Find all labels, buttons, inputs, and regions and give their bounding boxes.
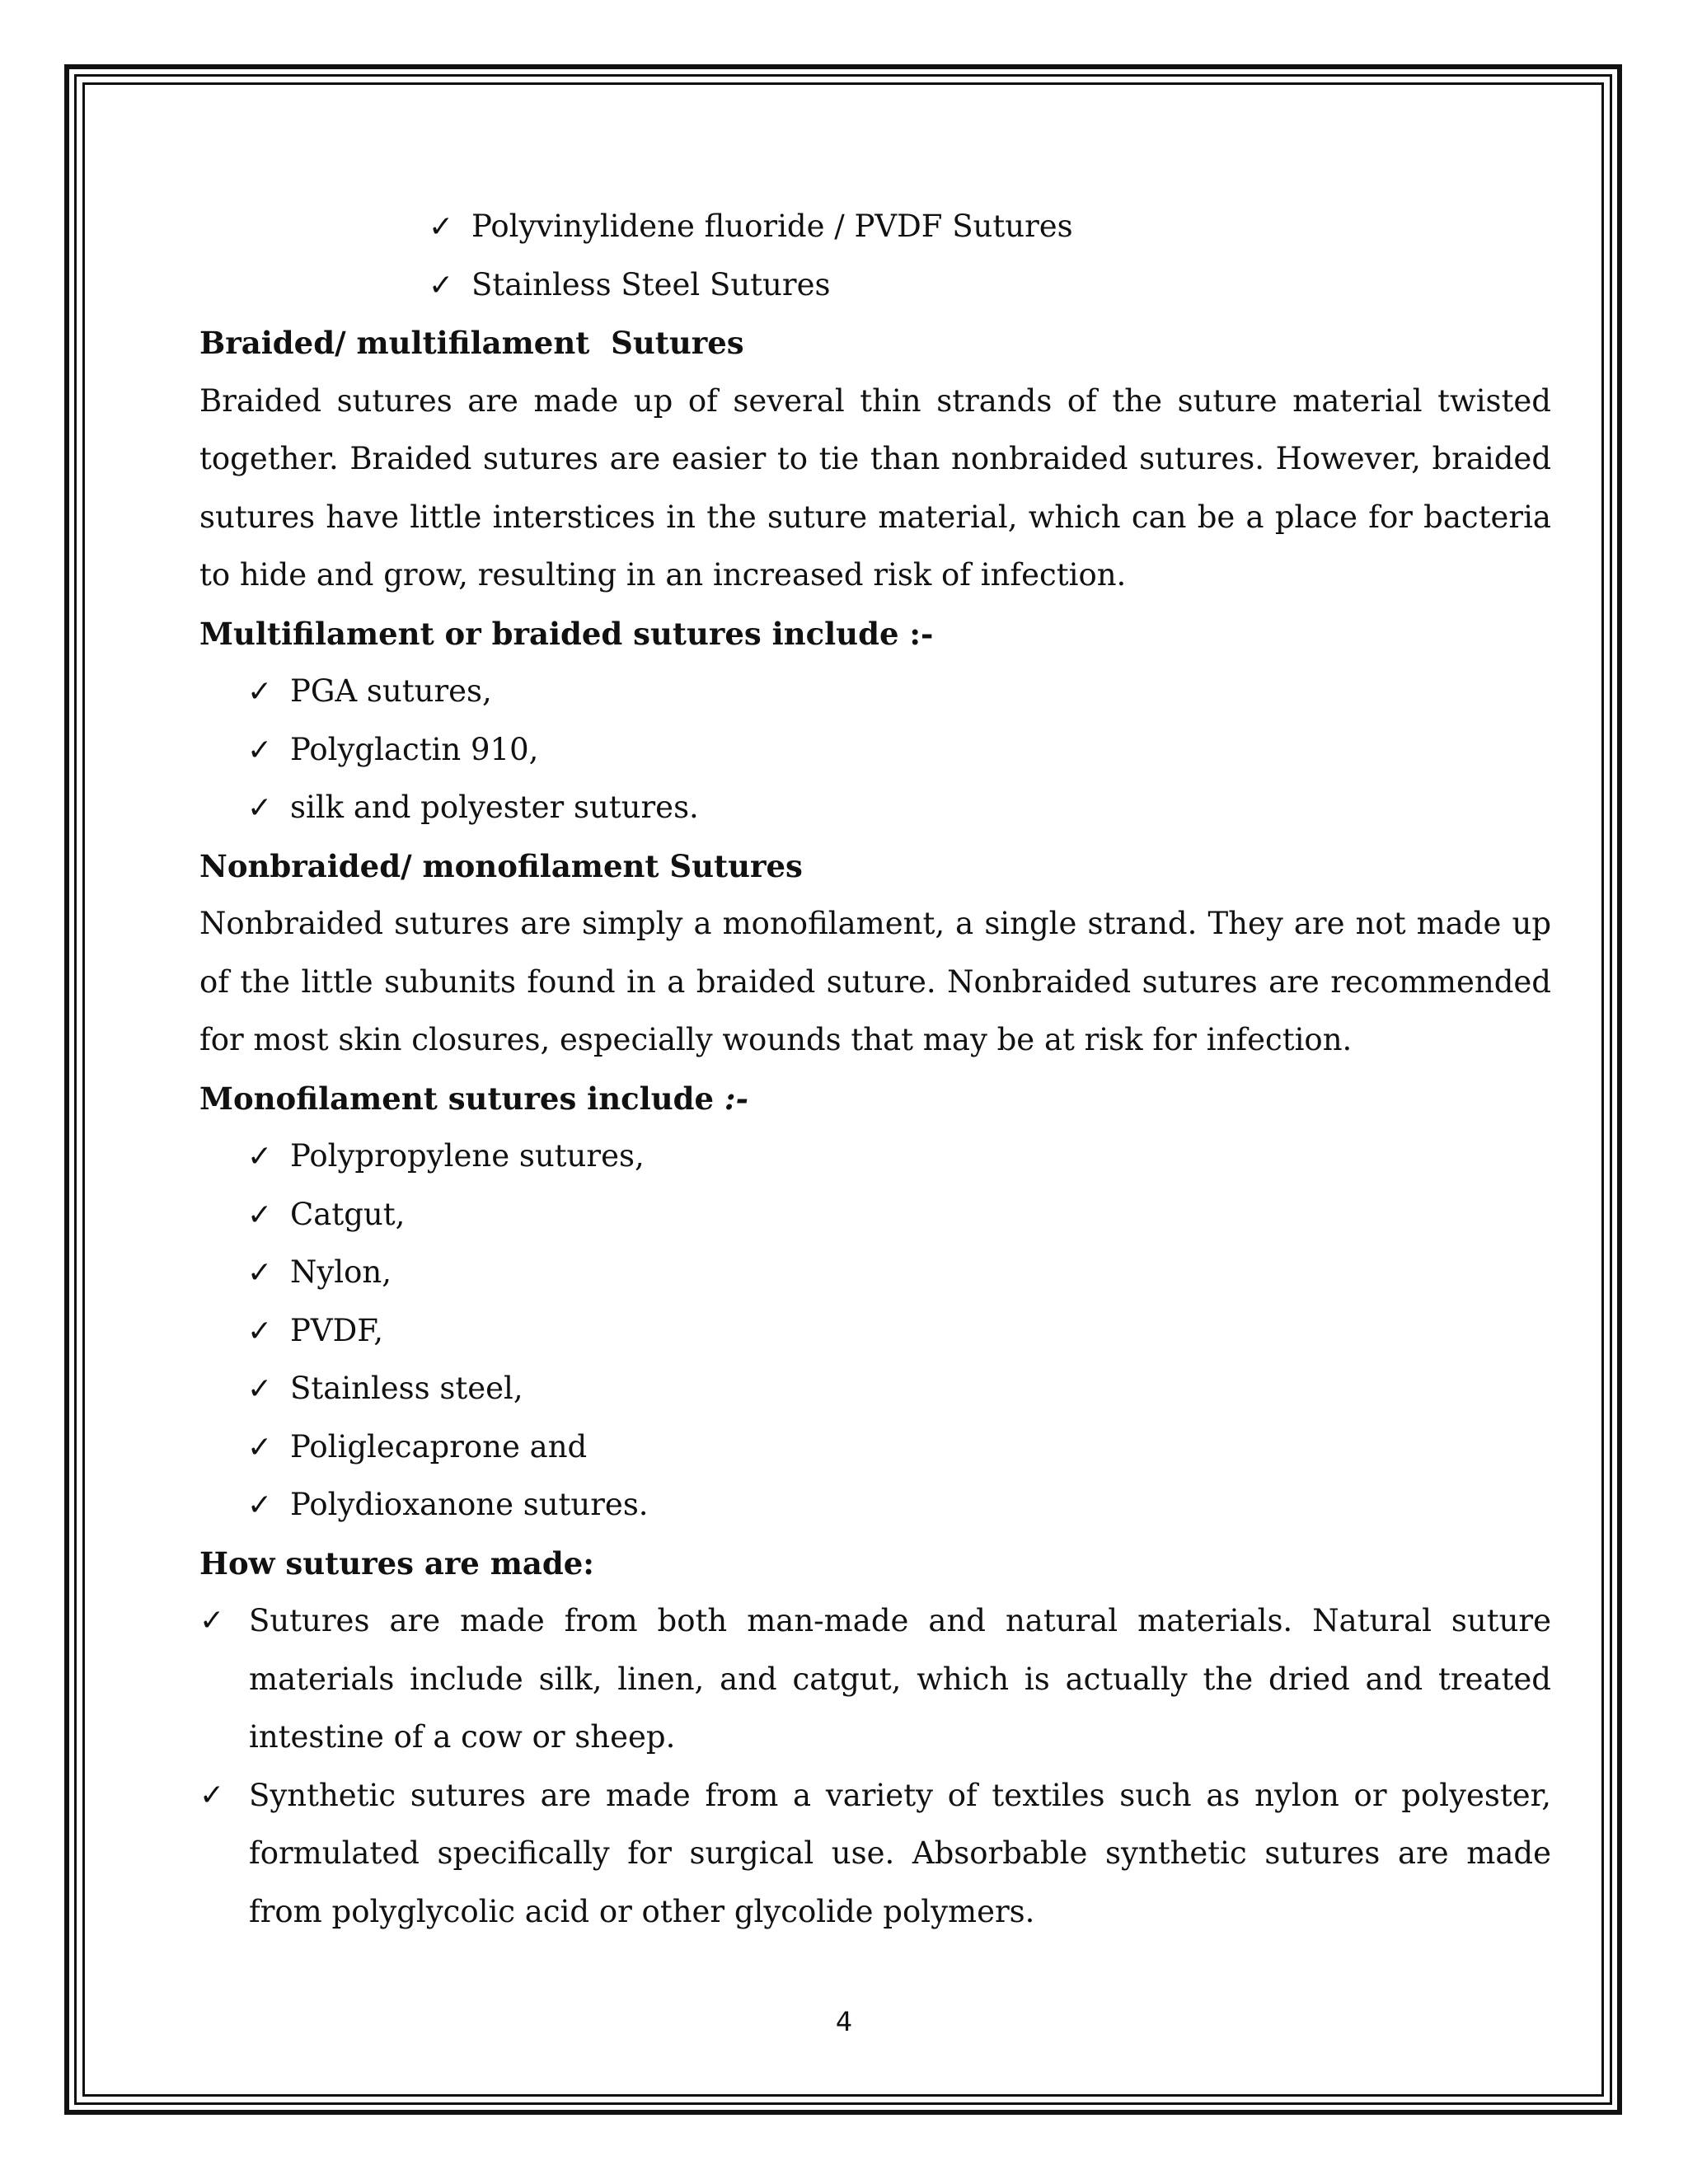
how-made-heading: How sutures are made: bbox=[199, 1544, 594, 1582]
how-made-bullet bbox=[199, 1592, 1551, 1767]
list-item-text: silk and polyester sutures. bbox=[290, 790, 699, 825]
checkmark-icon: ✓ bbox=[199, 1604, 225, 1638]
how-made-bullet bbox=[199, 1767, 1551, 1942]
list-item-text: Stainless steel, bbox=[290, 1371, 523, 1406]
checkmark-icon: ✓ bbox=[429, 268, 454, 302]
list-item bbox=[199, 779, 1551, 837]
list-item-text: Polydioxanone sutures. bbox=[290, 1487, 649, 1522]
bullet-text: Sutures are made from both man-made and natural materials. Natural suture materials include silk, linen, and catgut, which is actually the dried and treated intestine of a cow or sheep. bbox=[249, 1603, 1551, 1755]
list-item bbox=[199, 1360, 1551, 1418]
checkmark-icon: ✓ bbox=[247, 791, 273, 825]
list-item-text: Polyvinylidene fluoride / PVDF Sutures bbox=[471, 209, 1073, 244]
list-item-text: Polyglactin 910, bbox=[290, 731, 539, 767]
checkmark-icon: ✓ bbox=[247, 1488, 273, 1522]
checkmark-icon: ✓ bbox=[247, 1372, 273, 1406]
list-item-text: PGA sutures, bbox=[290, 673, 492, 709]
list-item bbox=[199, 721, 1551, 780]
list-item bbox=[199, 1244, 1551, 1302]
page-number: 4 bbox=[835, 2006, 853, 2037]
list-item bbox=[199, 1186, 1551, 1244]
bullet-text: Synthetic sutures are made from a variety of textiles such as nylon or polyester, formulated specifically for surgical use. Absorbable synthetic sutures are made from polyglycolic acid or other glycolide polymers. bbox=[249, 1777, 1551, 1929]
document-body bbox=[199, 198, 1551, 1941]
list-item bbox=[199, 256, 1551, 315]
list-item bbox=[199, 1127, 1551, 1186]
braided-heading: Braided/ multifilament Sutures bbox=[199, 325, 744, 361]
list-item-text: Catgut, bbox=[290, 1196, 406, 1232]
braided-list-heading: Multifilament or braided sutures include :- bbox=[199, 615, 934, 652]
list-item-text: Nylon, bbox=[290, 1254, 392, 1290]
nonbraided-paragraph: Nonbraided sutures are simply a monofilament, a single strand. They are not made up of the little subunits found in a braided suture. Nonbraided sutures are recommended for most skin closures, especially wounds that may be at risk for infection. bbox=[199, 906, 1551, 1057]
checkmark-icon: ✓ bbox=[429, 210, 454, 244]
checkmark-icon: ✓ bbox=[247, 1197, 273, 1232]
list-item-text: PVDF, bbox=[290, 1312, 383, 1348]
list-item bbox=[199, 1476, 1551, 1535]
braided-paragraph: Braided sutures are made up of several thin strands of the suture material twisted together. Braided sutures are easier to tie than nonbraided sutures. However, braided sutures have little interstices in the suture material, which can be a place for bacteria to hide and grow, resulting in an increased risk of infection. bbox=[199, 382, 1551, 593]
list-item bbox=[199, 663, 1551, 721]
list-heading-suffix: :- bbox=[714, 1080, 748, 1117]
checkmark-icon: ✓ bbox=[247, 1430, 273, 1465]
list-item-text: Stainless Steel Sutures bbox=[471, 266, 831, 302]
checkmark-icon: ✓ bbox=[247, 1314, 273, 1348]
checkmark-icon: ✓ bbox=[247, 733, 273, 767]
list-item-text: Polypropylene sutures, bbox=[290, 1138, 645, 1174]
checkmark-icon: ✓ bbox=[247, 1256, 273, 1290]
checkmark-icon: ✓ bbox=[199, 1778, 225, 1812]
nonbraided-heading: Nonbraided/ monofilament Sutures bbox=[199, 847, 803, 884]
checkmark-icon: ✓ bbox=[247, 675, 273, 709]
list-item bbox=[199, 1418, 1551, 1477]
nonbraided-list-heading bbox=[199, 1070, 1551, 1128]
list-heading-text: Monofilament sutures include bbox=[199, 1080, 715, 1117]
list-item bbox=[199, 198, 1551, 256]
list-item bbox=[199, 1302, 1551, 1361]
list-item-text: Poliglecaprone and bbox=[290, 1428, 588, 1465]
checkmark-icon: ✓ bbox=[247, 1140, 273, 1174]
